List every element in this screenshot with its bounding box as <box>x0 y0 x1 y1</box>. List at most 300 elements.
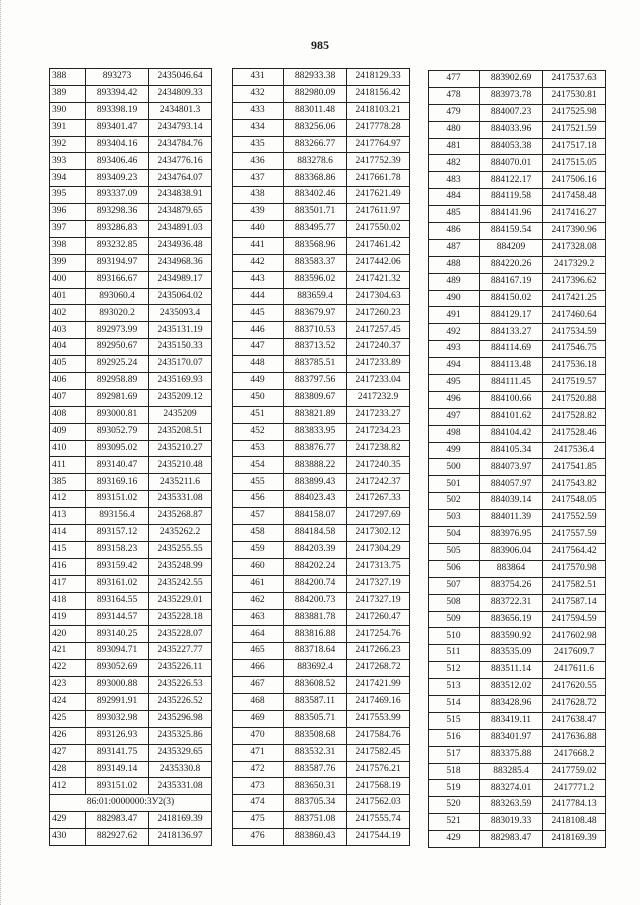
x-coordinate-cell: 884167.19 <box>480 273 543 290</box>
table-row <box>429 594 606 611</box>
x-coordinate-cell: 884039.14 <box>480 493 543 510</box>
point-number-cell: 458 <box>233 525 284 542</box>
point-number-cell: 423 <box>50 677 86 694</box>
y-coordinate-cell: 2418156.42 <box>347 85 410 102</box>
x-coordinate-cell: 893159.42 <box>86 558 149 575</box>
x-coordinate-cell: 884119.58 <box>480 189 543 206</box>
table-row <box>429 780 606 797</box>
point-number-cell: 429 <box>50 812 86 829</box>
point-number-cell: 457 <box>233 508 284 525</box>
point-number-cell: 413 <box>50 508 86 525</box>
x-coordinate-cell: 884105.34 <box>480 442 543 459</box>
y-coordinate-cell: 2417525.98 <box>543 104 606 121</box>
x-coordinate-cell: 883679.97 <box>284 305 347 322</box>
y-coordinate-cell: 2417469.16 <box>347 693 410 710</box>
x-coordinate-cell: 883864 <box>480 560 543 577</box>
point-number-cell: 459 <box>233 541 284 558</box>
table-row <box>233 677 410 694</box>
point-number-cell: 517 <box>429 746 480 763</box>
table-row <box>50 693 212 710</box>
x-coordinate-cell: 883428.96 <box>480 695 543 712</box>
point-number-cell: 506 <box>429 560 480 577</box>
table-row <box>429 712 606 729</box>
point-number-cell: 441 <box>233 237 284 254</box>
y-coordinate-cell: 2417396.62 <box>543 273 606 290</box>
point-number-cell: 473 <box>233 778 284 795</box>
table-row <box>233 339 410 356</box>
y-coordinate-cell: 2435262.2 <box>149 525 212 542</box>
point-number-cell: 477 <box>429 71 480 88</box>
table-row <box>50 102 212 119</box>
x-coordinate-cell: 883587.76 <box>284 761 347 778</box>
table-row <box>429 611 606 628</box>
table-row <box>233 204 410 221</box>
x-coordinate-cell: 884023.43 <box>284 491 347 508</box>
table-row <box>50 119 212 136</box>
table-row <box>50 288 212 305</box>
point-number-cell: 404 <box>50 339 86 356</box>
point-number-cell: 484 <box>429 189 480 206</box>
x-coordinate-cell: 884101.62 <box>480 408 543 425</box>
point-number-cell: 429 <box>429 831 480 848</box>
point-number-cell: 456 <box>233 491 284 508</box>
x-coordinate-cell: 883656.19 <box>480 611 543 628</box>
x-coordinate-cell: 884113.48 <box>480 358 543 375</box>
x-coordinate-cell: 893020.2 <box>86 305 149 322</box>
page-number: 985 <box>311 38 329 52</box>
table-row <box>50 271 212 288</box>
y-coordinate-cell: 2417240.35 <box>347 457 410 474</box>
y-coordinate-cell: 2417254.76 <box>347 626 410 643</box>
table-row <box>233 254 410 271</box>
table-row <box>50 85 212 102</box>
y-coordinate-cell: 2417611.6 <box>543 662 606 679</box>
x-coordinate-cell: 892950.67 <box>86 339 149 356</box>
table-row <box>429 763 606 780</box>
table-row <box>50 474 212 491</box>
table-row <box>233 136 410 153</box>
point-number-cell: 392 <box>50 136 86 153</box>
x-coordinate-cell: 893144.57 <box>86 609 149 626</box>
point-number-cell: 476 <box>233 829 284 846</box>
x-coordinate-cell: 883263.59 <box>480 797 543 814</box>
point-number-cell: 428 <box>50 761 86 778</box>
y-coordinate-cell: 2417784.13 <box>543 797 606 814</box>
point-number-cell: 481 <box>429 138 480 155</box>
point-number-cell: 396 <box>50 204 86 221</box>
y-coordinate-cell: 2435093.4 <box>149 305 212 322</box>
x-coordinate-cell: 893273 <box>86 69 149 86</box>
point-number-cell: 446 <box>233 322 284 339</box>
x-coordinate-cell: 893151.02 <box>86 778 149 795</box>
x-coordinate-cell: 883876.77 <box>284 440 347 457</box>
point-number-cell: 463 <box>233 609 284 626</box>
x-coordinate-cell: 893337.09 <box>86 187 149 204</box>
y-coordinate-cell: 2434776.16 <box>149 153 212 170</box>
point-number-cell: 416 <box>50 558 86 575</box>
point-number-cell: 518 <box>429 763 480 780</box>
x-coordinate-cell: 883906.04 <box>480 543 543 560</box>
y-coordinate-cell: 2417537.63 <box>543 71 606 88</box>
y-coordinate-cell: 2434801.3 <box>149 102 212 119</box>
y-coordinate-cell: 2435331.08 <box>149 778 212 795</box>
table-row <box>429 324 606 341</box>
y-coordinate-cell: 2435208.51 <box>149 423 212 440</box>
point-number-cell: 498 <box>429 425 480 442</box>
x-coordinate-cell: 883860.43 <box>284 829 347 846</box>
table-row <box>429 560 606 577</box>
point-number-cell: 490 <box>429 290 480 307</box>
y-coordinate-cell: 2435229.01 <box>149 592 212 609</box>
y-coordinate-cell: 2435170.07 <box>149 356 212 373</box>
point-number-cell: 519 <box>429 780 480 797</box>
point-number-cell: 475 <box>233 812 284 829</box>
table-row <box>429 273 606 290</box>
table-row <box>233 153 410 170</box>
point-number-cell: 448 <box>233 356 284 373</box>
table-row <box>50 440 212 457</box>
y-coordinate-cell: 2435046.64 <box>149 69 212 86</box>
y-coordinate-cell: 2417238.82 <box>347 440 410 457</box>
y-coordinate-cell: 2418129.33 <box>347 69 410 86</box>
x-coordinate-cell: 884141.96 <box>480 206 543 223</box>
y-coordinate-cell: 2417421.99 <box>347 677 410 694</box>
table-row <box>233 643 410 660</box>
x-coordinate-cell: 884184.58 <box>284 525 347 542</box>
y-coordinate-cell: 2418136.97 <box>149 829 212 846</box>
point-number-cell: 511 <box>429 645 480 662</box>
x-coordinate-cell: 884129.17 <box>480 307 543 324</box>
y-coordinate-cell: 2418169.39 <box>149 812 212 829</box>
y-coordinate-cell: 2417582.45 <box>347 744 410 761</box>
x-coordinate-cell: 893409.23 <box>86 170 149 187</box>
table-row <box>50 778 212 795</box>
y-coordinate-cell: 2417260.47 <box>347 609 410 626</box>
point-number-cell: 398 <box>50 237 86 254</box>
y-coordinate-cell: 2435228.07 <box>149 626 212 643</box>
y-coordinate-cell: 2417636.88 <box>543 729 606 746</box>
table-row <box>429 493 606 510</box>
point-number-cell: 493 <box>429 341 480 358</box>
x-coordinate-cell: 883512.02 <box>480 679 543 696</box>
point-number-cell: 401 <box>50 288 86 305</box>
table-row <box>233 744 410 761</box>
point-number-cell: 480 <box>429 121 480 138</box>
x-coordinate-cell: 893166.67 <box>86 271 149 288</box>
y-coordinate-cell: 2417568.19 <box>347 778 410 795</box>
table-row <box>429 223 606 240</box>
x-coordinate-cell: 883833.95 <box>284 423 347 440</box>
x-coordinate-cell: 893158.23 <box>86 541 149 558</box>
table-row <box>233 373 410 390</box>
y-coordinate-cell: 2417543.82 <box>543 476 606 493</box>
table-row <box>50 221 212 238</box>
x-coordinate-cell: 892991.91 <box>86 693 149 710</box>
x-coordinate-cell: 884158.07 <box>284 508 347 525</box>
table-row <box>429 121 606 138</box>
table-row <box>429 645 606 662</box>
y-coordinate-cell: 2417257.45 <box>347 322 410 339</box>
x-coordinate-cell: 884150.02 <box>480 290 543 307</box>
x-coordinate-cell: 883881.78 <box>284 609 347 626</box>
table-row <box>233 693 410 710</box>
table-row <box>429 695 606 712</box>
point-number-cell: 408 <box>50 406 86 423</box>
table-row <box>233 592 410 609</box>
scan-edge <box>0 0 11 905</box>
point-number-cell: 460 <box>233 558 284 575</box>
point-number-cell: 424 <box>50 693 86 710</box>
y-coordinate-cell: 2417584.76 <box>347 727 410 744</box>
x-coordinate-cell: 883511.14 <box>480 662 543 679</box>
y-coordinate-cell: 2435131.19 <box>149 322 212 339</box>
point-number-cell: 422 <box>50 660 86 677</box>
table-row <box>233 119 410 136</box>
table-row <box>429 510 606 527</box>
point-number-cell: 452 <box>233 423 284 440</box>
y-coordinate-cell: 2417521.59 <box>543 121 606 138</box>
point-number-cell: 513 <box>429 679 480 696</box>
x-coordinate-cell: 884122.17 <box>480 172 543 189</box>
table-row <box>50 677 212 694</box>
y-coordinate-cell: 2417587.14 <box>543 594 606 611</box>
y-coordinate-cell: 2417536.18 <box>543 358 606 375</box>
y-coordinate-cell: 2417621.49 <box>347 187 410 204</box>
x-coordinate-cell: 883508.68 <box>284 727 347 744</box>
table-row <box>50 829 212 846</box>
y-coordinate-cell: 2417544.19 <box>347 829 410 846</box>
x-coordinate-cell: 883816.88 <box>284 626 347 643</box>
point-number-cell: 450 <box>233 389 284 406</box>
table-row <box>233 170 410 187</box>
point-number-cell: 415 <box>50 541 86 558</box>
x-coordinate-cell: 893140.47 <box>86 457 149 474</box>
x-coordinate-cell: 883368.86 <box>284 170 347 187</box>
point-number-cell: 427 <box>50 744 86 761</box>
point-number-cell: 502 <box>429 493 480 510</box>
x-coordinate-cell: 883705.34 <box>284 795 347 812</box>
x-coordinate-cell: 893194.97 <box>86 254 149 271</box>
y-coordinate-cell: 2435242.55 <box>149 575 212 592</box>
y-coordinate-cell: 2435209 <box>149 406 212 423</box>
coordinate-table-middle <box>232 68 410 846</box>
table-row <box>233 322 410 339</box>
y-coordinate-cell: 2417421.32 <box>347 271 410 288</box>
point-number-cell: 467 <box>233 677 284 694</box>
table-row <box>429 391 606 408</box>
x-coordinate-cell: 884104.42 <box>480 425 543 442</box>
point-number-cell: 391 <box>50 119 86 136</box>
y-coordinate-cell: 2417778.28 <box>347 119 410 136</box>
table-row <box>429 476 606 493</box>
point-number-cell: 499 <box>429 442 480 459</box>
y-coordinate-cell: 2417519.57 <box>543 375 606 392</box>
table-row <box>50 423 212 440</box>
y-coordinate-cell: 2435210.27 <box>149 440 212 457</box>
x-coordinate-cell: 883568.96 <box>284 237 347 254</box>
point-number-cell: 510 <box>429 628 480 645</box>
y-coordinate-cell: 2417506.16 <box>543 172 606 189</box>
point-number-cell: 420 <box>50 626 86 643</box>
table-row <box>50 575 212 592</box>
point-number-cell: 402 <box>50 305 86 322</box>
y-coordinate-cell: 2417553.99 <box>347 710 410 727</box>
point-number-cell: 461 <box>233 575 284 592</box>
y-coordinate-cell: 2417611.97 <box>347 204 410 221</box>
x-coordinate-cell: 883713.52 <box>284 339 347 356</box>
y-coordinate-cell: 2417668.2 <box>543 746 606 763</box>
y-coordinate-cell: 2435211.6 <box>149 474 212 491</box>
x-coordinate-cell: 893157.12 <box>86 525 149 542</box>
point-number-cell: 483 <box>429 172 480 189</box>
y-coordinate-cell: 2417329.2 <box>543 256 606 273</box>
point-number-cell: 487 <box>429 239 480 256</box>
table-row <box>233 829 410 846</box>
x-coordinate-cell: 882927.62 <box>86 829 149 846</box>
x-coordinate-cell: 893232.85 <box>86 237 149 254</box>
y-coordinate-cell: 2417564.42 <box>543 543 606 560</box>
point-number-cell: 418 <box>50 592 86 609</box>
y-coordinate-cell: 2435226.11 <box>149 660 212 677</box>
point-number-cell: 412 <box>50 778 86 795</box>
x-coordinate-cell: 883019.33 <box>480 814 543 831</box>
x-coordinate-cell: 892973.99 <box>86 322 149 339</box>
table-row <box>50 373 212 390</box>
y-coordinate-cell: 2417390.96 <box>543 223 606 240</box>
x-coordinate-cell: 893161.02 <box>86 575 149 592</box>
table-row <box>429 307 606 324</box>
y-coordinate-cell: 2417442.06 <box>347 254 410 271</box>
table-row <box>50 643 212 660</box>
table-row <box>429 729 606 746</box>
point-number-cell: 412 <box>50 491 86 508</box>
x-coordinate-cell: 884057.97 <box>480 476 543 493</box>
table-row <box>429 341 606 358</box>
y-coordinate-cell: 2417638.47 <box>543 712 606 729</box>
table-row <box>50 626 212 643</box>
point-number-cell: 421 <box>50 643 86 660</box>
y-coordinate-cell: 2435169.93 <box>149 373 212 390</box>
table-row <box>50 558 212 575</box>
y-coordinate-cell: 2417421.25 <box>543 290 606 307</box>
table-row <box>233 575 410 592</box>
x-coordinate-cell: 893401.47 <box>86 119 149 136</box>
x-coordinate-cell: 883285.4 <box>480 763 543 780</box>
point-number-cell: 403 <box>50 322 86 339</box>
point-number-cell: 491 <box>429 307 480 324</box>
table-row <box>50 812 212 829</box>
point-number-cell: 432 <box>233 85 284 102</box>
y-coordinate-cell: 2418169.39 <box>543 831 606 848</box>
y-coordinate-cell: 2417304.29 <box>347 541 410 558</box>
x-coordinate-cell: 893052.69 <box>86 660 149 677</box>
x-coordinate-cell: 884202.24 <box>284 558 347 575</box>
y-coordinate-cell: 2417528.46 <box>543 425 606 442</box>
table-row <box>50 710 212 727</box>
y-coordinate-cell: 2434891.03 <box>149 221 212 238</box>
table-row <box>429 375 606 392</box>
y-coordinate-cell: 2417550.02 <box>347 221 410 238</box>
x-coordinate-cell: 883608.52 <box>284 677 347 694</box>
point-number-cell: 394 <box>50 170 86 187</box>
y-coordinate-cell: 2417458.48 <box>543 189 606 206</box>
x-coordinate-cell: 883419.11 <box>480 712 543 729</box>
point-number-cell: 425 <box>50 710 86 727</box>
table-row <box>233 727 410 744</box>
x-coordinate-cell: 893404.16 <box>86 136 149 153</box>
y-coordinate-cell: 2434968.36 <box>149 254 212 271</box>
point-number-cell: 437 <box>233 170 284 187</box>
table-row <box>233 85 410 102</box>
y-coordinate-cell: 2417517.18 <box>543 138 606 155</box>
y-coordinate-cell: 2435209.12 <box>149 389 212 406</box>
table-row <box>429 239 606 256</box>
point-number-cell: 430 <box>50 829 86 846</box>
point-number-cell: 455 <box>233 474 284 491</box>
point-number-cell: 390 <box>50 102 86 119</box>
y-coordinate-cell: 2417534.59 <box>543 324 606 341</box>
coordinate-table-left <box>49 68 212 846</box>
table-row <box>50 592 212 609</box>
point-number-cell: 466 <box>233 660 284 677</box>
point-number-cell: 512 <box>429 662 480 679</box>
table-row <box>50 170 212 187</box>
point-number-cell: 414 <box>50 525 86 542</box>
y-coordinate-cell: 2434809.33 <box>149 85 212 102</box>
x-coordinate-cell: 883692.4 <box>284 660 347 677</box>
point-number-cell: 436 <box>233 153 284 170</box>
x-coordinate-cell: 884100.66 <box>480 391 543 408</box>
table-row <box>429 172 606 189</box>
y-coordinate-cell: 2417515.05 <box>543 155 606 172</box>
point-number-cell: 406 <box>50 373 86 390</box>
table-row <box>233 474 410 491</box>
table-row <box>233 457 410 474</box>
point-number-cell: 520 <box>429 797 480 814</box>
table-row <box>233 795 410 812</box>
y-coordinate-cell: 2418108.48 <box>543 814 606 831</box>
y-coordinate-cell: 2417460.64 <box>543 307 606 324</box>
x-coordinate-cell: 883751.08 <box>284 812 347 829</box>
x-coordinate-cell: 884053.38 <box>480 138 543 155</box>
x-coordinate-cell: 883659.4 <box>284 288 347 305</box>
table-row <box>429 459 606 476</box>
table-row <box>233 508 410 525</box>
point-number-cell: 442 <box>233 254 284 271</box>
point-number-cell: 388 <box>50 69 86 86</box>
x-coordinate-cell: 883754.26 <box>480 577 543 594</box>
x-coordinate-cell: 883722.31 <box>480 594 543 611</box>
x-coordinate-cell: 883710.53 <box>284 322 347 339</box>
y-coordinate-cell: 2417536.4 <box>543 442 606 459</box>
y-coordinate-cell: 2417328.08 <box>543 239 606 256</box>
table-row <box>429 814 606 831</box>
x-coordinate-cell: 883587.11 <box>284 693 347 710</box>
point-number-cell: 431 <box>233 69 284 86</box>
table-row <box>50 457 212 474</box>
y-coordinate-cell: 2435228.18 <box>149 609 212 626</box>
y-coordinate-cell: 2435330.8 <box>149 761 212 778</box>
point-number-cell: 503 <box>429 510 480 527</box>
y-coordinate-cell: 2417764.97 <box>347 136 410 153</box>
table-row <box>50 356 212 373</box>
point-number-cell: 447 <box>233 339 284 356</box>
point-number-cell: 495 <box>429 375 480 392</box>
table-row <box>233 660 410 677</box>
table-row <box>233 305 410 322</box>
y-coordinate-cell: 2417327.19 <box>347 592 410 609</box>
point-number-cell: 464 <box>233 626 284 643</box>
